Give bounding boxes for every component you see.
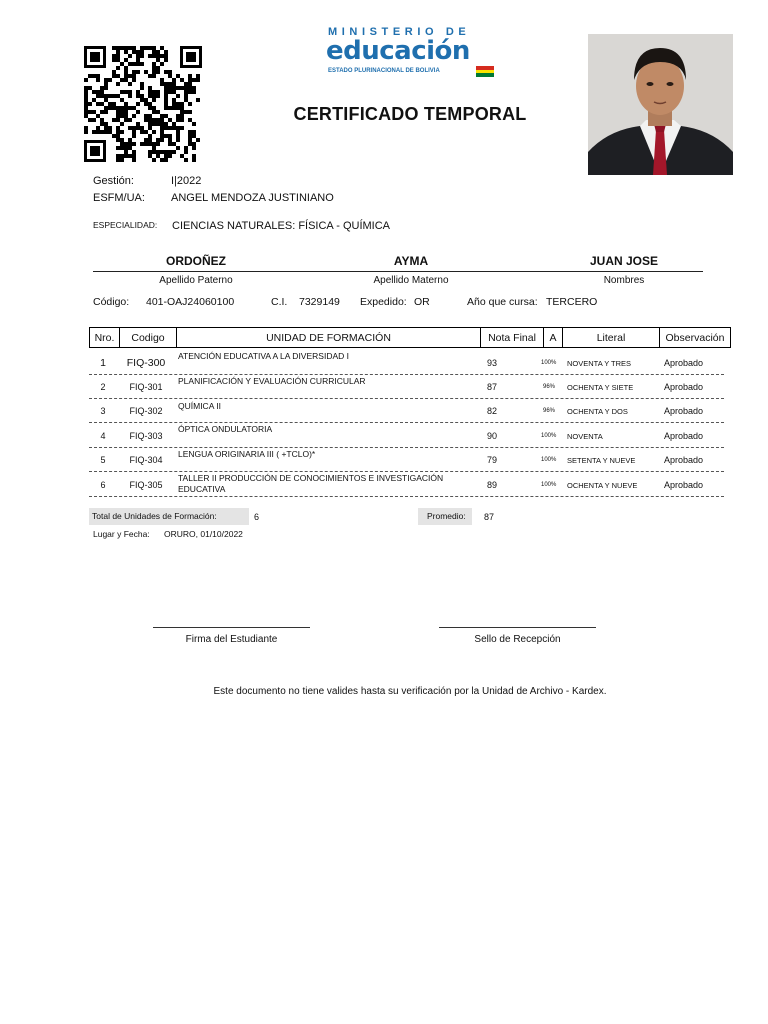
names-divider <box>93 271 703 272</box>
row-nota: 82 <box>487 406 498 416</box>
row-asistencia: 100% <box>541 360 557 366</box>
row-asistencia: 96% <box>543 408 556 414</box>
promedio-label: Promedio: <box>427 511 466 521</box>
total-label-box <box>89 508 249 525</box>
row-codigo: FIQ-304 <box>129 455 163 465</box>
col-unidad: UNIDAD DE FORMACIÓN <box>177 328 481 348</box>
col-observacion: Observación <box>660 328 731 348</box>
row-observacion: Aprobado <box>664 480 704 490</box>
logo-line1: MINISTERIO DE <box>328 26 471 38</box>
gestion-value: I|2022 <box>171 175 202 187</box>
lugar-label: Lugar y Fecha: <box>93 529 150 539</box>
row-divider <box>89 422 724 423</box>
lugar-value: ORURO, 01/10/2022 <box>164 529 243 539</box>
row-divider <box>89 374 724 375</box>
anio-label: Año que cursa: <box>467 296 538 308</box>
row-nro: 3 <box>100 406 106 416</box>
sello-line <box>439 627 596 628</box>
row-unidad: PLANIFICACIÓN Y EVALUACIÓN CURRICULAR <box>178 376 366 386</box>
promedio-label-box <box>418 508 472 525</box>
row-unidad: TALLER II PRODUCCIÓN DE CONOCIMIENTOS E INVESTIGACIÓN EDUCATIVA <box>178 473 444 494</box>
expedido-label: Expedido: <box>360 296 407 308</box>
gestion-label: Gestión: <box>93 175 134 187</box>
row-unidad: ÓPTICA ONDULATORIA <box>178 424 273 434</box>
row-nota: 79 <box>487 455 498 465</box>
row-nota: 93 <box>487 358 498 368</box>
row-asistencia: 96% <box>543 384 556 390</box>
ci-label: C.I. <box>271 296 288 308</box>
col-literal: Literal <box>563 328 660 348</box>
row-observacion: Aprobado <box>664 455 704 465</box>
row-divider <box>89 447 724 448</box>
row-codigo: FIQ-302 <box>129 406 163 416</box>
col-codigo: Codigo <box>120 328 177 348</box>
logo-line3: ESTADO PLURINACIONAL DE BOLIVIA <box>328 68 440 74</box>
row-nota: 87 <box>487 382 498 392</box>
row-unidad: LENGUA ORIGINARIA III ( +TCLO)* <box>178 449 316 459</box>
row-observacion: Aprobado <box>664 406 704 416</box>
document-title: CERTIFICADO TEMPORAL <box>293 104 527 124</box>
row-nro: 5 <box>100 455 106 465</box>
row-codigo: FIQ-301 <box>129 382 163 392</box>
row-observacion: Aprobado <box>664 382 704 392</box>
ci-value: 7329149 <box>299 296 340 308</box>
esfm-value: ANGEL MENDOZA JUSTINIANO <box>171 192 334 204</box>
row-asistencia: 100% <box>541 433 557 439</box>
firma-estudiante-label: Firma del Estudiante <box>185 634 278 645</box>
logo-line2: educación <box>326 36 470 66</box>
row-nro: 4 <box>100 431 106 441</box>
sello-recepcion-label: Sello de Recepción <box>474 634 561 645</box>
row-codigo: FIQ-303 <box>129 431 163 441</box>
codigo-label: Código: <box>93 296 130 308</box>
ministerio-educacion-logo <box>326 26 498 80</box>
apellido-paterno-label: Apellido Paterno <box>159 275 233 286</box>
row-unidad: ATENCIÓN EDUCATIVA A LA DIVERSIDAD I <box>178 351 349 361</box>
row-literal: NOVENTA <box>567 432 603 441</box>
row-divider <box>89 496 724 497</box>
row-nota: 89 <box>487 480 498 490</box>
col-nro: Nro. <box>90 328 120 348</box>
firma-line <box>153 627 310 628</box>
expedido-value: OR <box>414 296 430 308</box>
row-nro: 2 <box>100 382 106 392</box>
row-observacion: Aprobado <box>664 358 704 368</box>
row-literal: SETENTA Y NUEVE <box>567 456 636 465</box>
row-observacion: Aprobado <box>664 431 704 441</box>
apellido-materno-value: AYMA <box>393 254 429 268</box>
row-divider <box>89 398 724 399</box>
row-literal: NOVENTA Y TRES <box>567 359 632 368</box>
apellido-materno-label: Apellido Materno <box>373 275 449 286</box>
bolivia-flag-icon <box>476 66 494 77</box>
col-a: A <box>544 328 563 348</box>
apellido-paterno-value: ORDOÑEZ <box>166 254 226 268</box>
especialidad-label: ESPECIALIDAD: <box>93 220 158 230</box>
row-unidad: QUÍMICA II <box>178 401 221 411</box>
row-literal: OCHENTA Y SIETE <box>567 383 634 392</box>
promedio-value: 87 <box>484 512 495 522</box>
row-codigo: FIQ-305 <box>129 480 163 490</box>
student-photo <box>588 34 733 175</box>
especialidad-value: CIENCIAS NATURALES: FÍSICA - QUÍMICA <box>172 220 390 232</box>
total-label: Total de Unidades de Formación: <box>92 511 217 521</box>
codigo-value: 401-OAJ24060100 <box>146 296 235 308</box>
row-nro: 6 <box>100 480 106 490</box>
row-codigo: FIQ-300 <box>126 357 166 369</box>
anio-value: TERCERO <box>546 296 598 308</box>
row-asistencia: 100% <box>541 457 557 463</box>
row-literal: OCHENTA Y DOS <box>567 407 628 416</box>
row-nota: 90 <box>487 431 498 441</box>
grades-table-header <box>89 327 731 348</box>
nombres-label: Nombres <box>603 275 645 286</box>
total-value: 6 <box>254 512 260 522</box>
esfm-label: ESFM/UA: <box>93 192 145 204</box>
row-divider <box>89 471 724 472</box>
row-asistencia: 100% <box>541 482 557 488</box>
col-nota: Nota Final <box>481 328 544 348</box>
row-literal: OCHENTA Y NUEVE <box>567 481 638 490</box>
validity-note: Este documento no tiene valides hasta su verificación por la Unidad de Archivo - Kardex. <box>213 686 607 697</box>
nombres-value: JUAN JOSE <box>589 254 659 268</box>
qr-code <box>82 44 204 164</box>
row-nro: 1 <box>100 357 106 369</box>
